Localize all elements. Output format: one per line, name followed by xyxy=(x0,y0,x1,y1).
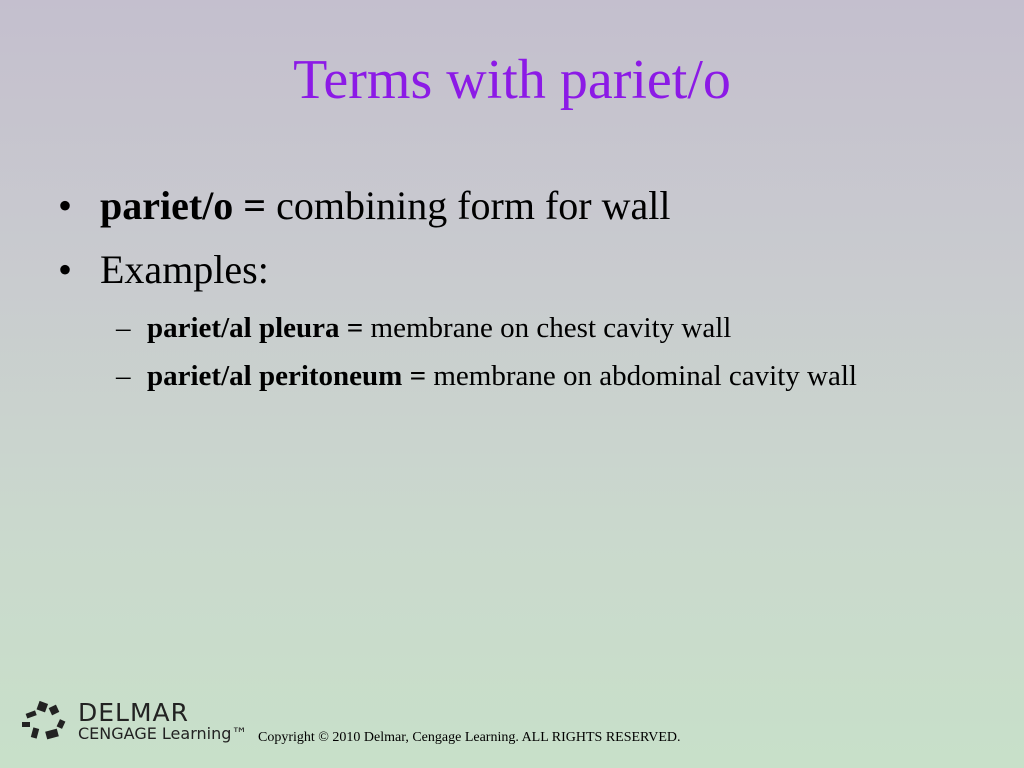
slide-title: Terms with pariet/o xyxy=(293,49,731,111)
bullet-term: pariet/o = xyxy=(100,183,267,228)
cengage-logo-icon xyxy=(20,700,70,746)
bullet-text: combining form for wall xyxy=(266,183,671,228)
sub-bullet-item xyxy=(58,358,867,396)
bullet-marker: • xyxy=(58,183,73,228)
sub-bullet-text: membrane on abdominal cavity wall xyxy=(426,359,857,392)
bullet-marker: • xyxy=(58,247,73,292)
sub-bullet-marker: – xyxy=(116,312,131,344)
sub-bullet-term: pariet/al peritoneum = xyxy=(147,359,427,392)
sub-bullet-term: pariet/al pleura = xyxy=(147,312,364,344)
sub-bullet-marker: – xyxy=(116,359,131,392)
delmar-cengage-logo xyxy=(20,698,260,748)
bullet-item xyxy=(58,182,958,230)
bullet-item xyxy=(58,246,958,294)
logo-wordmark-delmar: DELMAR xyxy=(78,698,190,727)
bullet-text: Examples: xyxy=(100,247,269,292)
logo-wordmark-cengage: CENGAGE Learning™ xyxy=(78,724,248,743)
copyright-notice: Copyright © 2010 Delmar, Cengage Learning. ALL RIGHTS RESERVED. xyxy=(258,730,681,745)
sub-bullet-text: membrane on chest cavity wall xyxy=(363,312,732,344)
slide-content xyxy=(58,182,958,405)
sub-bullet-item xyxy=(58,310,867,348)
